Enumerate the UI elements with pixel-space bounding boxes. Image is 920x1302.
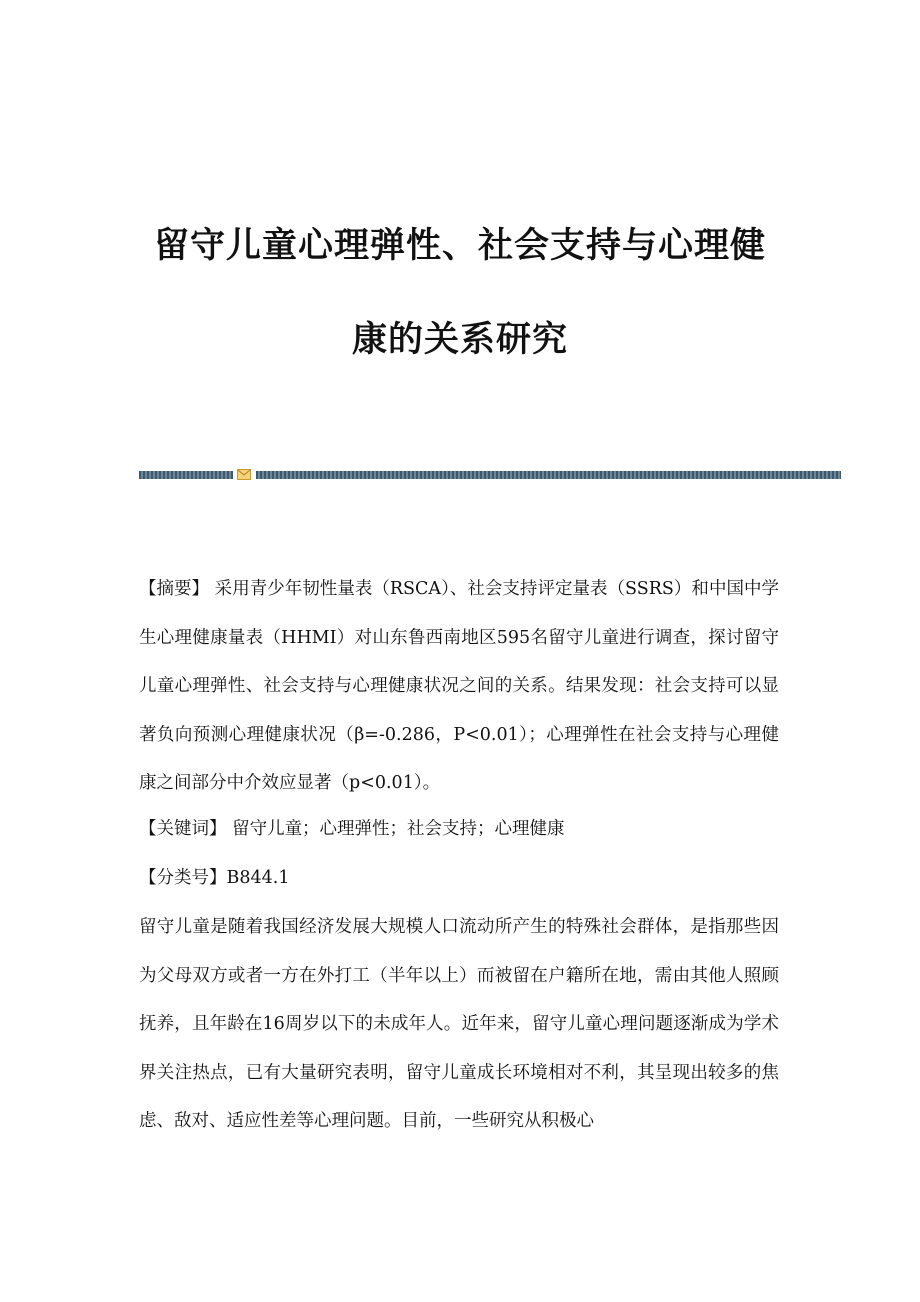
- keywords-text: 留守儿童；心理弹性；社会支持；心理健康: [226, 819, 565, 839]
- divider-bar-left: [139, 471, 233, 479]
- abstract-text: 采用青少年韧性量表（RSCA）、社会支持评定量表（SSRS）和中国中学生心理健康量表（HHMI）对山东鲁西南地区595名留守儿童进行调查，探讨留守儿童心理弹性、社会支持与心理健康状况之间的关系。结果发现：社会支持可以显著负向预测心理健康状况（β=-0.286，P<0.01）；心理弹性在社会支持与心理健康之间部分中介效应显著（p<0.01）。: [139, 579, 780, 793]
- envelope-icon: [237, 469, 251, 480]
- title-divider: [139, 471, 841, 479]
- classification-text: B844.1: [226, 868, 290, 888]
- page-title-line-1: 留守儿童心理弹性、社会支持与心理健: [153, 226, 766, 266]
- keywords-paragraph: [139, 805, 779, 854]
- keywords-label: 【关键词】: [139, 819, 227, 839]
- classification-paragraph: [139, 854, 779, 903]
- classification-label: 【分类号】: [139, 868, 227, 888]
- divider-bar-right: [256, 471, 841, 479]
- abstract-paragraph: [139, 565, 779, 808]
- body-paragraph-1: 留守儿童是随着我国经济发展大规模人口流动所产生的特殊社会群体，是指那些因为父母双方或者一方在外打工（半年以上）而被留在户籍所在地，需由其他人照顾抚养，且年龄在16周岁以下的未成年人。近年来，留守儿童心理问题逐渐成为学术界关注热点，已有大量研究表明，留守儿童成长环境相对不利，其呈现出较多的焦虑、敌对、适应性差等心理问题。目前，一些研究从积极心: [139, 917, 779, 1131]
- page-title-line-2: 康的关系研究: [351, 320, 568, 360]
- abstract-label: 【摘要】: [139, 579, 210, 599]
